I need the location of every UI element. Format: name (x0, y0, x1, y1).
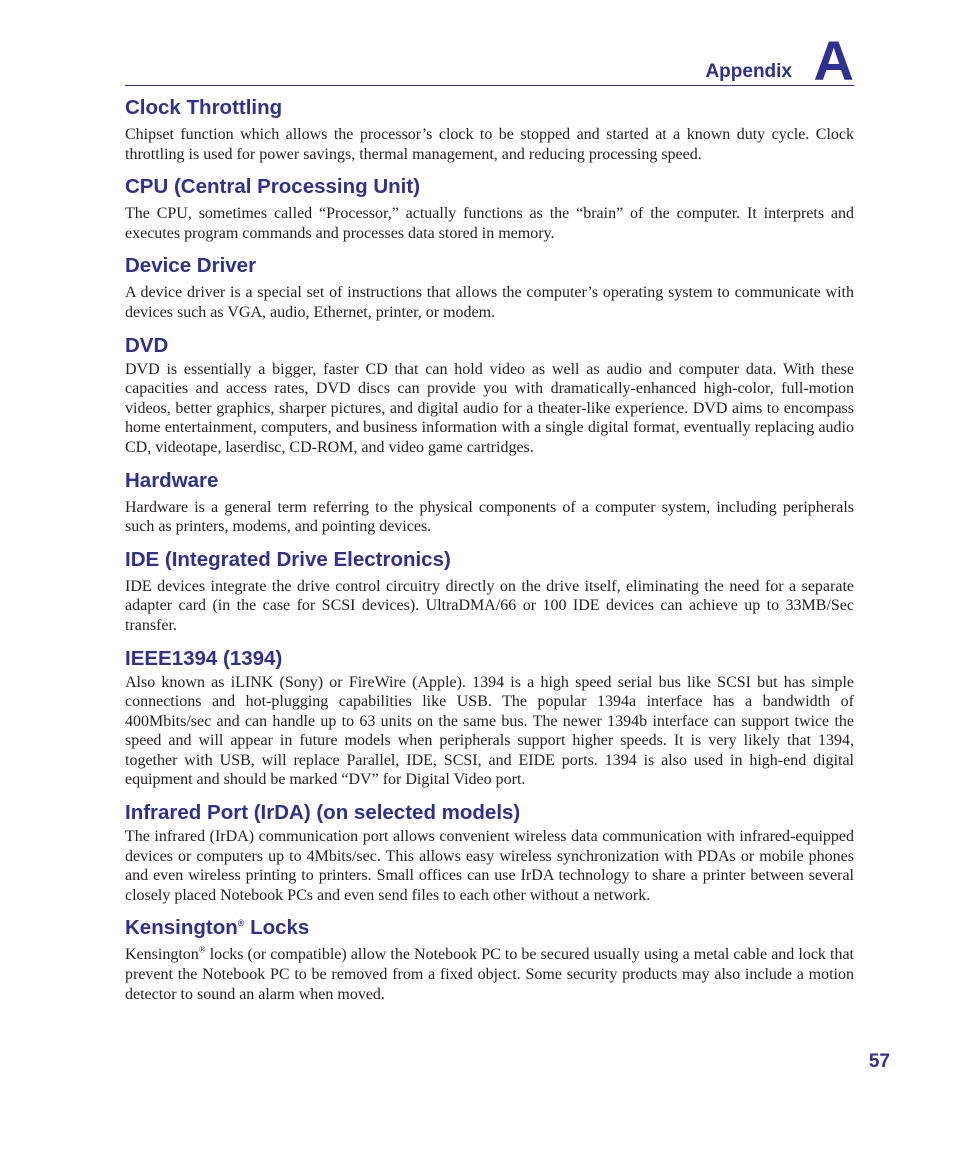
body-text: Kensington (125, 946, 199, 964)
registered-mark: ® (237, 918, 245, 929)
entry-title: Clock Throttling (125, 96, 283, 119)
entry-body: Also known as iLINK (Sony) or FireWire (Apple). 1394 is a high speed serial bus like SCSI but has simple connections and hot-plugging capabilities like USB. The popular 1394a interface has a bandwidth of 400Mbits/sec and can handle up to 63 units on the same bus. The newer 1394b interface can support twice the speed and will appear in future models when peripherals support higher speeds. It is very likely that 1394, together with USB, will replace Parallel, IDE, SCSI, and EIDE ports. 1394 is also used in high-end digital equipment and should be marked “DV” for Digital Video port. (125, 673, 854, 789)
entry-title: Hardware (125, 468, 219, 492)
entry-body: The CPU, sometimes called “Processor,” actually functions as the “brain” of the computer. It interprets and executes program commands and processes data stored in memory. (125, 205, 854, 242)
glossary-entry-hardware (125, 468, 854, 537)
entry-title: IDE (Integrated Drive Electronics) (125, 547, 451, 571)
entry-title: CPU (Central Processing Unit) (125, 175, 421, 199)
title-text-suffix: Locks (244, 916, 310, 940)
entry-title (125, 915, 854, 941)
entry-body (125, 945, 854, 1004)
glossary-entry-device-driver (125, 253, 854, 322)
entry-body: DVD is essentially a bigger, faster CD that can hold video as well as audio and computer data. With these capacities and access rates, DVD discs can provide you with dramatically-enhanced high-color, full-motion videos, better graphics, sharper pictures, and digital audio for a theater-like experience. DVD aims to encompass home entertainment, computers, and business information with a single digital format, eventually replacing audio CD, videotape, laserdisc, CD-ROM, and video game cartridges. (125, 360, 854, 456)
appendix-letter: A (813, 29, 854, 92)
glossary-entry-infrared-port (125, 800, 854, 905)
entry-title: Device Driver (125, 254, 257, 278)
glossary-entry-ide (125, 547, 854, 636)
entry-body: IDE devices integrate the drive control circuitry directly on the drive itself, eliminating the need for a separate adapter card (in the case for SCSI devices). UltraDMA/66 or 100 IDE devices can achieve up to 33MB/Sec transfer. (125, 577, 854, 634)
page-header (125, 29, 854, 92)
glossary-entry-cpu (125, 174, 854, 243)
glossary-entry-ieee1394 (125, 646, 854, 791)
entry-title: IEEE1394 (1394) (125, 646, 283, 670)
entry-body: Hardware is a general term referring to the physical components of a computer system, including peripherals such as printers, modems, and pointing devices. (125, 498, 854, 536)
glossary-entry-kensington-locks (125, 915, 854, 1004)
title-text: Kensington (125, 916, 238, 940)
glossary-content (125, 95, 854, 1014)
registered-mark: ® (198, 945, 206, 956)
body-text-suffix: locks (or compatible) allow the Notebook PC to be secured usually using a metal cable and lock that prevent the Notebook PC to be removed from a fixed object. Some security products may also include a motion detector to sound an alarm when moved. (125, 946, 854, 1003)
entry-title: DVD (125, 333, 169, 357)
glossary-entry-clock-throttling (125, 95, 854, 164)
entry-body: A device driver is a special set of instructions that allows the computer’s operating system to communicate with devices such as VGA, audio, Ethernet, printer, or modem. (125, 284, 854, 321)
entry-body: The infrared (IrDA) communication port allows convenient wireless data communication with infrared-equipped devices or computers up to 4Mbits/sec. This allows easy wireless synchronization with PDAs or mobile phones and even wireless printing to printers. Small offices can use IrDA technology to share a printer between several closely placed Notebook PCs and even send files to each other without a network. (125, 828, 854, 904)
section-label: Appendix (705, 61, 792, 82)
entry-body: Chipset function which allows the processor’s clock to be stopped and started at a known duty cycle. Clock throttling is used for power savings, thermal management, and reducing processing speed. (125, 126, 854, 163)
entry-title: Infrared Port (IrDA) (on selected models) (125, 801, 521, 825)
glossary-entry-dvd (125, 333, 854, 458)
page-number: 57 (868, 1051, 890, 1072)
